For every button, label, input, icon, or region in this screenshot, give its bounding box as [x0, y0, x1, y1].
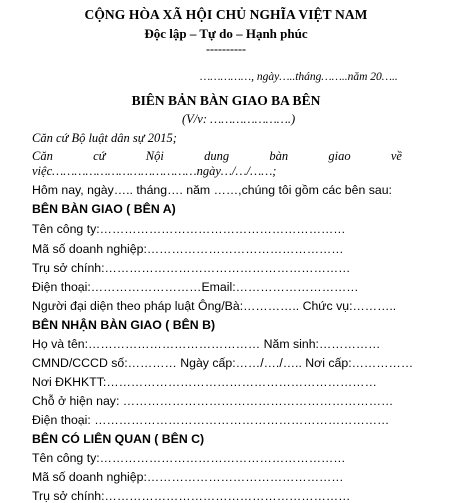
party-c-company-name: Tên công ty:……………………………………………………: [32, 451, 346, 465]
basis-word: cứ: [93, 149, 106, 163]
party-c-heading: BÊN CÓ LIÊN QUAN ( BÊN C): [32, 432, 205, 446]
basis-word: giao: [328, 149, 351, 163]
party-a-representative: Người đại diện theo pháp luật Ông/Bà:………….. Chức vụ:………..: [32, 299, 397, 313]
party-b-phone: Điện thoại: ………………………………………………………………: [32, 413, 390, 427]
party-b-id-card: CMND/CCCD số:………… Ngày cấp:……/…./….. Nơi cấp:……………: [32, 356, 414, 370]
motto: Độc lập – Tự do – Hạnh phúc: [144, 26, 308, 41]
document-title: BIÊN BẢN BÀN GIAO BA BÊN: [131, 93, 321, 108]
basis-word: về: [390, 149, 402, 163]
party-a-head-office: Trụ sở chính:……………………………………………………: [32, 261, 351, 275]
legal-basis-line-2: [32, 149, 402, 164]
basis-word: Nội: [145, 149, 164, 163]
date-line: ……………, ngày…..tháng……..năm 20…..: [200, 71, 398, 83]
basis-word: Căn: [32, 149, 53, 163]
party-c-tax-code: Mã số doanh nghiệp:…………………………………………: [32, 470, 344, 484]
basis-word: dung: [204, 149, 230, 163]
header-separator: ----------: [206, 42, 246, 56]
party-b-heading: BÊN NHẬN BÀN GIAO ( BÊN B): [32, 318, 216, 332]
party-b-current-address: Chỗ ở hiện nay: …………………………………………………………: [32, 394, 394, 408]
nation-header: CỘNG HÒA XÃ HỘI CHỦ NGHĨA VIỆT NAM: [84, 7, 368, 22]
intro-line: Hôm nay, ngày….. tháng…. năm ……,chúng tôi gồm các bên sau:: [32, 183, 392, 197]
party-a-heading: BÊN BÀN GIAO ( BÊN A): [32, 202, 176, 216]
party-c-head-office: Trụ sở chính:……………………………………………………: [32, 489, 351, 503]
party-a-tax-code: Mã số doanh nghiệp:…………………………………………: [32, 242, 344, 256]
legal-basis-line-1: Căn cứ Bộ luật dân sự 2015;: [32, 131, 177, 145]
party-a-company-name: Tên công ty:……………………………………………………: [32, 222, 346, 236]
party-b-full-name: Họ và tên:…………………………………… Năm sinh:……………: [32, 337, 381, 351]
basis-word: bàn: [269, 149, 289, 163]
party-b-residence: Nơi ĐKHKTT:…………………………………………………………: [32, 375, 377, 389]
document-subject: (V/v: ………………….): [182, 112, 296, 126]
legal-basis-line-3: việc…………………………………ngày…/…/……;: [32, 164, 277, 178]
party-a-phone-email: Điện thoại:………………………Email:…………………………: [32, 280, 359, 294]
